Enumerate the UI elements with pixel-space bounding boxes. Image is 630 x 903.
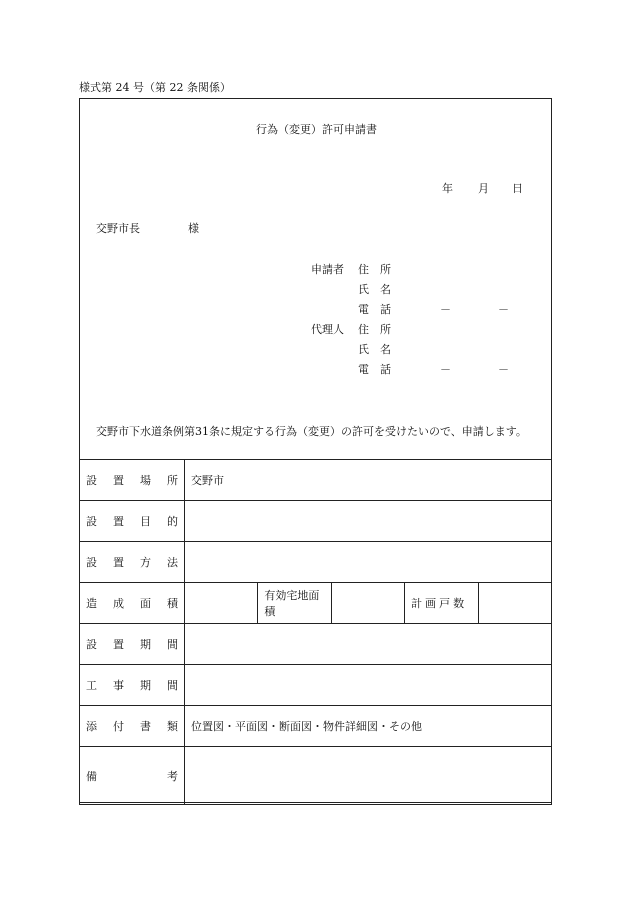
agent-label: 代理人 (311, 323, 344, 336)
agent-phone-dash-1: － (440, 363, 451, 376)
application-statement: 交野市下水道条例第31条に規定する行為（変更）の許可を受けたいので、申請します。 (96, 425, 527, 438)
remarks-value (185, 747, 552, 805)
area-label: 造成面積 (80, 583, 185, 624)
form-number: 様式第 24 号（第 22 条関係） (79, 81, 231, 94)
purpose-value (185, 501, 552, 542)
applicant-address-label: 住 所 (358, 263, 391, 276)
table-row (80, 706, 552, 747)
location-value: 交野市 (185, 460, 552, 501)
addressee-honorific: 様 (188, 222, 199, 235)
date-day: 日 (512, 182, 523, 195)
period-value (185, 624, 552, 665)
table-row (80, 583, 552, 624)
construction-value (185, 665, 552, 706)
form-title: 行為（変更）許可申請書 (256, 123, 377, 136)
effective-area-value (331, 583, 404, 624)
agent-phone-label: 電 話 (358, 363, 391, 376)
area-value (185, 583, 258, 624)
date-year: 年 (442, 182, 453, 195)
table-row (80, 460, 552, 501)
planned-units-label: 計画戸数 (405, 583, 478, 624)
period-label: 設置期間 (80, 624, 185, 665)
method-value (185, 542, 552, 583)
purpose-label: 設置目的 (80, 501, 185, 542)
planned-units-value (478, 583, 551, 624)
date-month: 月 (478, 182, 489, 195)
method-label: 設置方法 (80, 542, 185, 583)
applicant-label: 申請者 (311, 263, 344, 276)
table-row (80, 747, 552, 805)
table-row (80, 624, 552, 665)
construction-label: 工事期間 (80, 665, 185, 706)
agent-name-label: 氏 名 (358, 343, 391, 356)
applicant-phone-label: 電 話 (358, 303, 391, 316)
applicant-name-label: 氏 名 (358, 283, 391, 296)
addressee-name: 交野市長 (96, 222, 140, 235)
attachments-label: 添付書類 (80, 706, 185, 747)
applicant-phone-dash-1: － (440, 303, 451, 316)
table-row (80, 501, 552, 542)
applicant-phone-dash-2: － (498, 303, 509, 316)
effective-area-label: 有効宅地面積 (258, 583, 331, 624)
table-row (80, 542, 552, 583)
location-label: 設置場所 (80, 460, 185, 501)
details-table (79, 459, 552, 805)
table-row (80, 665, 552, 706)
agent-address-label: 住 所 (358, 323, 391, 336)
attachments-value: 位置図・平面図・断面図・物件詳細図・その他 (185, 706, 552, 747)
remarks-label: 備考 (80, 747, 185, 805)
agent-phone-dash-2: － (498, 363, 509, 376)
